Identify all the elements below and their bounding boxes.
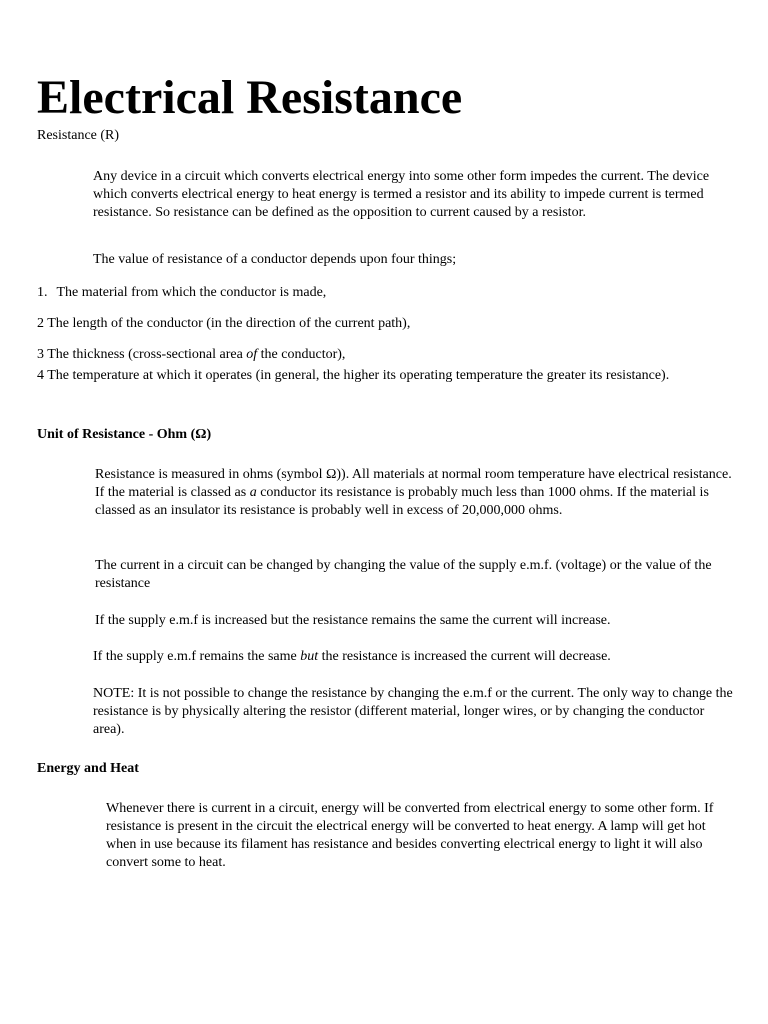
- page-title: Electrical Resistance: [37, 71, 463, 124]
- unit-paragraph-text-end: conductor its resistance is probably much less than 1000 ohms. If the material is classed as an insulator its resistance is probably well in excess of 20,000,000 ohms.: [95, 485, 709, 518]
- page-subtitle: Resistance (R): [37, 128, 120, 143]
- unit-paragraph-italic: a: [249, 485, 257, 500]
- four-things-intro: The value of resistance of a conductor depends upon four things;: [93, 252, 457, 267]
- emf-same-text-end: the resistance is increased the current will decrease.: [318, 649, 611, 664]
- list-item-number: 3: [37, 347, 44, 362]
- emf-same-paragraph: [93, 648, 733, 666]
- list-item-text-end: the conductor),: [257, 347, 346, 362]
- emf-same-text: If the supply e.m.f remains the same: [93, 649, 301, 664]
- list-item-number: 1.: [37, 285, 48, 300]
- energy-heading: Energy and Heat: [37, 761, 139, 776]
- list-item-text: The length of the conductor (in the direction of the current path),: [47, 316, 411, 331]
- energy-paragraph: Whenever there is current in a circuit, energy will be converted from electrical energy to some other form. If resistance is present in the circuit the electrical energy will be converted to heat energy. A lamp will get hot when in use because its filament has resistance and besides converting electrical energy to light it will also convert some to heat.: [106, 801, 714, 870]
- current-change-paragraph: The current in a circuit can be changed by changing the value of the supply e.m.f. (voltage) or the value of the resistance: [95, 558, 712, 591]
- list-item-text: The material from which the conductor is made,: [56, 285, 327, 300]
- list-item-number: 2: [37, 316, 44, 331]
- unit-heading: Unit of Resistance - Ohm (Ω): [37, 427, 212, 442]
- list-item-number: 4: [37, 368, 44, 383]
- list-item: [37, 367, 697, 385]
- list-item: [37, 284, 737, 302]
- list-item: [37, 346, 737, 364]
- unit-paragraph: [95, 466, 735, 520]
- unit-paragraph-text: Resistance is measured in ohms (symbol Ω)). All materials at normal room temperature have electrical resistance. If the material is classed as: [95, 467, 732, 500]
- list-item-italic: of: [246, 347, 258, 362]
- emf-increase-paragraph: If the supply e.m.f is increased but the resistance remains the same the current will increase.: [95, 613, 611, 628]
- list-item: [37, 315, 737, 333]
- emf-same-italic: but: [300, 649, 319, 664]
- note-paragraph: NOTE: It is not possible to change the resistance by changing the e.m.f or the current. The only way to change the resistance is by physically altering the resistor (different material, longer wires, or by changing the conductor area).: [93, 686, 733, 737]
- list-item-text: The temperature at which it operates (in general, the higher its operating temperature the greater its resistance).: [47, 368, 670, 383]
- list-item-text: The thickness (cross-sectional area: [47, 347, 247, 362]
- intro-paragraph: Any device in a circuit which converts electrical energy into some other form impedes the current. The device which converts electrical energy to heat energy is termed a resistor and its ability to impede current is termed resistance. So resistance can be defined as the opposition to current caused by a resistor.: [93, 169, 710, 220]
